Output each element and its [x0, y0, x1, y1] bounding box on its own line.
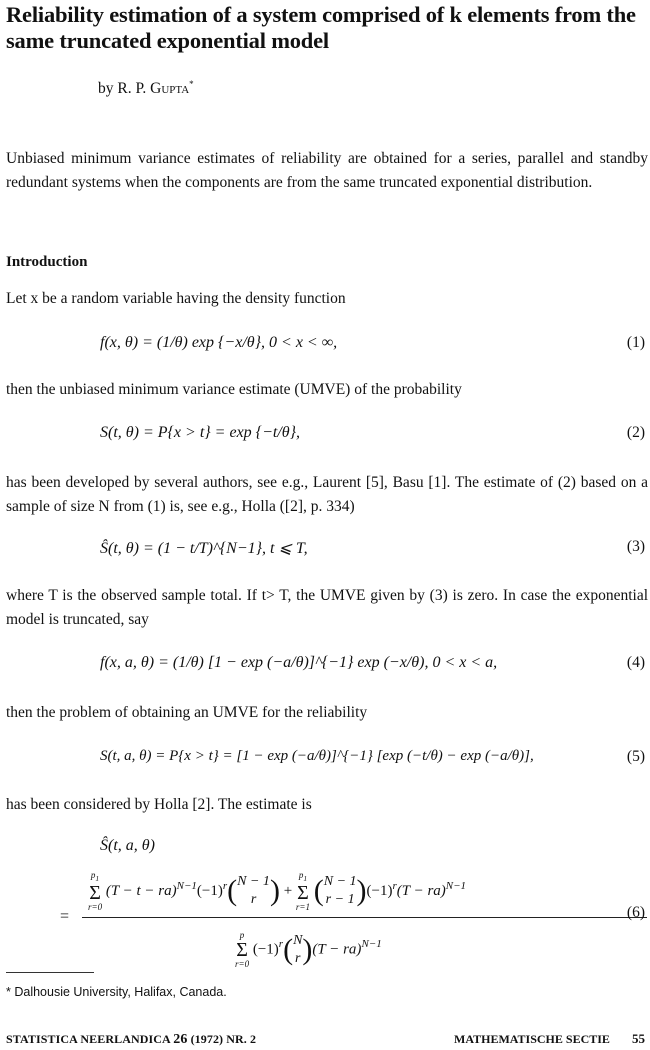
author-line	[98, 79, 194, 98]
equation-5-number: (5)	[626, 748, 645, 765]
footnote: * Dalhousie University, Halifax, Canada.	[6, 985, 227, 999]
author-initials: R. P.	[117, 80, 147, 98]
footnote-rule	[6, 972, 94, 973]
summation-symbol: p Σ r=0	[235, 930, 250, 969]
paragraph-5: then the problem of obtaining an UMVE for the reliability	[6, 704, 368, 721]
footer-journal-name: STATISTICA NEERLANDICA	[6, 1032, 171, 1046]
abstract: Unbiased minimum variance estimates of reliability are obtained for a series, parallel and standby redundant systems when the components are from the same truncated exponential distribution.	[6, 150, 648, 191]
paper-title: Reliability estimation of a system comprised of k elements from the same truncated exponential model	[6, 2, 636, 53]
page-number: 55	[632, 1031, 645, 1046]
author-mark: *	[189, 79, 194, 89]
paragraph-4: where T is the observed sample total. If t> T, the UMVE given by (3) is zero. In case the exponential model is truncated, say	[6, 587, 648, 628]
summation-symbol: $p_1$ Σ r=1	[295, 870, 310, 912]
paragraph-1: Let x be a random variable having the density function	[6, 290, 346, 307]
footer-journal	[6, 1032, 256, 1048]
paragraph-6: has been considered by Holla [2]. The estimate is	[6, 796, 312, 813]
equation-4-number: (4)	[626, 654, 645, 671]
equation-6-lhs: Ŝ(t, a, θ)	[100, 837, 155, 854]
footer-section: MATHEMATISCHE SECTIE	[454, 1032, 610, 1046]
equation-1-number: (1)	[626, 334, 645, 351]
equation-4: f(x, a, θ) = (1/θ) [1 − exp (−a/θ)]^{−1} exp (−x/θ), 0 < x < a,	[100, 654, 498, 671]
equation-1: f(x, θ) = (1/θ) exp {−x/θ}, 0 < x < ∞,	[100, 334, 338, 351]
equation-2-number: (2)	[626, 424, 645, 441]
summation-symbol: $p_1$ Σ r=0	[88, 870, 103, 912]
equation-2: S(t, θ) = P{x > t} = exp {−t/θ},	[100, 424, 301, 441]
equation-6-number: (6)	[626, 904, 645, 921]
fraction-numerator: $p_1$ Σ r=0 $(T - t - ra)^{N-1}(-1)^r(N - 1$ r ) + $p_1$ Σ r=1 (N − 1 $r - 1)(-1)^r(T - ra)^{N-1}$	[88, 870, 467, 912]
footer-year-issue: (1972) NR. 2	[190, 1032, 257, 1046]
fraction-denominator: p Σ r=0 $(-1)^r(N$ r)(T − ra)$^{N-1}$	[235, 930, 382, 969]
equals-sign: =	[60, 908, 70, 925]
equation-3-number: (3)	[626, 538, 645, 555]
equation-3: Ŝ(t, θ) = (1 − t/T)^{N−1}, t ⩽ T,	[100, 540, 308, 557]
equation-5: S(t, a, θ) = P{x > t} = [1 − exp (−a/θ)]^{−1} [exp (−t/θ) − exp (−a/θ)],	[100, 748, 534, 764]
author-surname: Gupta	[150, 80, 190, 98]
fraction-bar	[82, 917, 647, 918]
paragraph-2: then the unbiased minimum variance estimate (UMVE) of the probability	[6, 381, 462, 398]
section-heading: Introduction	[6, 254, 88, 270]
footer-volume: 26	[173, 1032, 188, 1047]
paragraph-3: has been developed by several authors, see e.g., Laurent [5], Basu [1]. The estimate of (2) based on a sample of size N from (1) is, see e.g., Holla ([2], p. 334)	[6, 474, 648, 515]
author-prefix: by	[98, 80, 114, 98]
